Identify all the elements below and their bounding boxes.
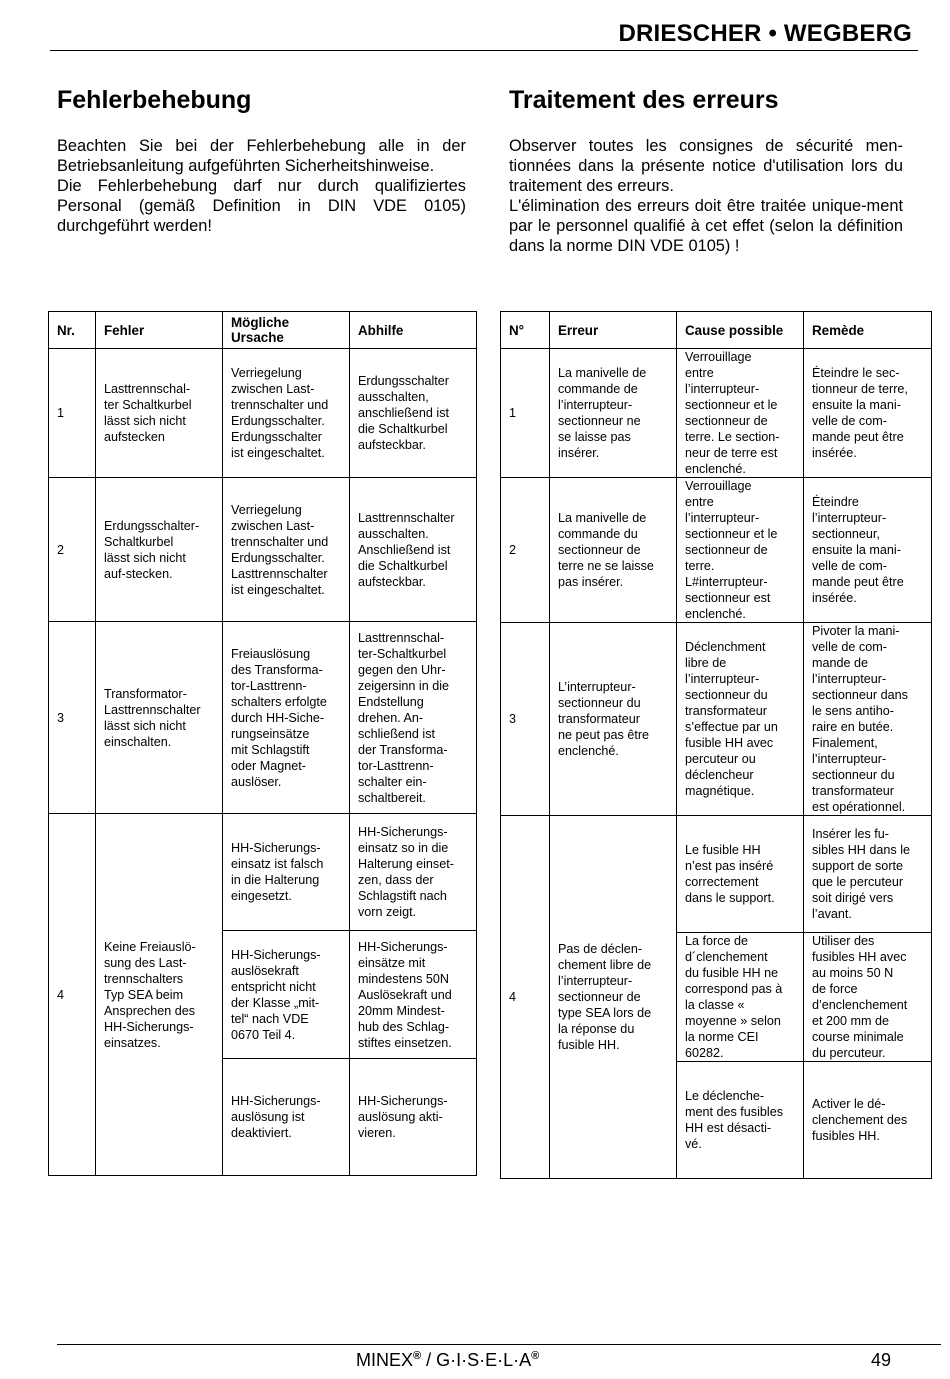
product-name: MINEX xyxy=(356,1350,414,1370)
cell-erreur: La manivelle de commande de l’interrupteur- sectionneur ne se laisse pas insérer. xyxy=(550,349,677,478)
cell-nr: 4 xyxy=(501,816,550,1179)
registered-mark: ® xyxy=(413,1350,422,1362)
table-header-row xyxy=(501,312,932,349)
footer-rule xyxy=(57,1344,941,1345)
table-header-row xyxy=(49,312,477,349)
table-row xyxy=(49,622,477,814)
cell-fehler: Erdungsschalter- Schaltkurbel lässt sich nicht auf-stecken. xyxy=(96,478,223,622)
header-rule xyxy=(50,50,918,51)
cell-cause: Verrouillage entre l’interrupteur- sectionneur et le sectionneur de terre. Le section- neur de terre est enclenché. xyxy=(677,349,804,478)
cell-nr: 1 xyxy=(501,349,550,478)
intro-de-safety: Beachten Sie bei der Fehlerbehebung alle in der Betriebsanleitung aufgeführten Sicherheitshinweise. xyxy=(57,137,466,175)
cell-cause: Verrouillage entre l’interrupteur- sectionneur et le sectionneur de terre. L#interrupteur- sectionneur est enclenché. xyxy=(677,478,804,623)
cell-remede: Éteindre l’interrupteur- sectionneur, ensuite la mani- velle de com- mande peut être insérée. xyxy=(804,478,932,623)
title-fr: Traitement des erreurs xyxy=(509,86,779,114)
col-header-fehler: Fehler xyxy=(96,312,223,349)
cell-ursache: HH-Sicherungs- auslösung ist deaktiviert. xyxy=(223,1059,350,1176)
brand-header: DRIESCHER • WEGBERG xyxy=(618,20,912,47)
table-row xyxy=(49,349,477,478)
cell-fehler: Transformator- Lasttrennschalter lässt sich nicht einschalten. xyxy=(96,622,223,814)
table-row xyxy=(49,814,477,931)
cell-remede: Pivoter la mani- velle de com- mande de l’interrupteur- sectionneur dans le sens antiho- raire en butée. Finalement, l’interrupteur- sectionneur du transformateur est opérationnel. xyxy=(804,623,932,816)
cell-ursache: Freiauslösung des Transforma- tor-Lasttrenn- schalters erfolgte durch HH-Siche- rungseinsätze mit Schlagstift oder Magnet- auslöser. xyxy=(223,622,350,814)
cell-abhilfe: Lasttrennschalter ausschalten. Anschließend ist die Schaltkurbel aufsteckbar. xyxy=(350,478,477,622)
col-header-remede: Remède xyxy=(804,312,932,349)
cell-remede: Activer le dé- clenchement des fusibles HH. xyxy=(804,1062,932,1179)
cell-abhilfe: HH-Sicherungs- einsätze mit mindestens 50N Auslösekraft und 20mm Mindest- hub des Schlag- stiftes einsetzen. xyxy=(350,931,477,1059)
cell-remede: Utiliser des fusibles HH avec au moins 50 N de force d’enclenchement et 200 mm de course minimale du percuteur. xyxy=(804,933,932,1062)
cell-abhilfe: HH-Sicherungs- einsatz so in die Halterung einset- zen, dass der Schlagstift nach vorn zeigt. xyxy=(350,814,477,931)
col-header-nr: Nr. xyxy=(49,312,96,349)
intro-de xyxy=(57,136,466,236)
cell-ursache: HH-Sicherungs- auslösekraft entspricht nicht der Klasse „mit- tel“ nach VDE 0670 Teil 4. xyxy=(223,931,350,1059)
col-header-nr: N° xyxy=(501,312,550,349)
cell-cause: Le fusible HH n’est pas inséré correctement dans le support. xyxy=(677,816,804,933)
table-row xyxy=(501,478,932,623)
intro-fr-safety: Observer toutes les consignes de sécurité men-tionnées dans la présente notice d'utilisation lors du traitement des erreurs. xyxy=(509,137,903,195)
cell-erreur: L’interrupteur- sectionneur du transformateur ne peut pas être enclenché. xyxy=(550,623,677,816)
title-de: Fehlerbehebung xyxy=(57,86,252,114)
cell-nr: 2 xyxy=(501,478,550,623)
footer-product xyxy=(356,1350,539,1371)
cell-fehler: Keine Freiauslö- sung des Last- trennschalters Typ SEA beim Ansprechen des HH-Sicherungs- einsatzes. xyxy=(96,814,223,1176)
col-header-cause: Cause possible xyxy=(677,312,804,349)
cell-cause: La force de d´clenchement du fusible HH ne correspond pas à la classe « moyenne » selon la norme CEI 60282. xyxy=(677,933,804,1062)
cell-fehler: Lasttrennschal- ter Schaltkurbel lässt sich nicht aufstecken xyxy=(96,349,223,478)
intro-fr xyxy=(509,136,903,256)
troubleshooting-table-de xyxy=(48,311,477,1176)
cell-ursache: Verriegelung zwischen Last- trennschalter und Erdungsschalter. Lasttrennschalter ist eingeschaltet. xyxy=(223,478,350,622)
cell-abhilfe: Erdungsschalter ausschalten, anschließend ist die Schaltkurbel aufsteckbar. xyxy=(350,349,477,478)
col-header-ursache: Mögliche Ursache xyxy=(223,312,350,349)
cell-nr: 3 xyxy=(49,622,96,814)
cell-cause: Déclenchment libre de l’interrupteur- sectionneur du transformateur s’effectue par un fusible HH avec percuteur ou déclencheur magnétique. xyxy=(677,623,804,816)
table-row xyxy=(49,478,477,622)
intro-de-personnel: Die Fehlerbehebung darf nur durch qualifiziertes Personal (gemäß Definition in DIN VDE 0105) durchgeführt werden! xyxy=(57,177,466,235)
table-row xyxy=(501,349,932,478)
cell-nr: 2 xyxy=(49,478,96,622)
cell-abhilfe: HH-Sicherungs- auslösung akti- vieren. xyxy=(350,1059,477,1176)
registered-mark: ® xyxy=(531,1350,540,1362)
cell-ursache: Verriegelung zwischen Last- trennschalter und Erdungsschalter. Erdungsschalter ist eingeschaltet. xyxy=(223,349,350,478)
table-row xyxy=(501,816,932,933)
product-series: / G·I·S·E·L·A xyxy=(421,1350,532,1370)
cell-nr: 1 xyxy=(49,349,96,478)
cell-nr: 3 xyxy=(501,623,550,816)
page-number: 49 xyxy=(871,1350,892,1370)
col-header-abhilfe: Abhilfe xyxy=(350,312,477,349)
table-row xyxy=(501,623,932,816)
cell-remede: Éteindre le sec- tionneur de terre, ensuite la mani- velle de com- mande peut être insérée. xyxy=(804,349,932,478)
cell-nr: 4 xyxy=(49,814,96,1176)
cell-cause: Le déclenche- ment des fusibles HH est désacti- vé. xyxy=(677,1062,804,1179)
cell-erreur: La manivelle de commande du sectionneur de terre ne se laisse pas insérer. xyxy=(550,478,677,623)
cell-remede: Insérer les fu- sibles HH dans le support de sorte que le percuteur soit dirigé vers l’avant. xyxy=(804,816,932,933)
col-header-erreur: Erreur xyxy=(550,312,677,349)
troubleshooting-table-fr xyxy=(500,311,932,1179)
cell-abhilfe: Lasttrennschal- ter-Schaltkurbel gegen den Uhr- zeigersinn in die Endstellung drehen. An- schließend ist der Transforma- tor-Lasttrenn- schalter ein- schaltbereit. xyxy=(350,622,477,814)
intro-fr-personnel: L'élimination des erreurs doit être traitée unique-ment par le personnel qualifié à cet effet (selon la définition dans la norme DIN VDE 0105) ! xyxy=(509,197,903,255)
cell-ursache: HH-Sicherungs- einsatz ist falsch in die Halterung eingesetzt. xyxy=(223,814,350,931)
cell-erreur: Pas de déclen- chement libre de l’interrupteur- sectionneur de type SEA lors de la réponse du fusible HH. xyxy=(550,816,677,1179)
